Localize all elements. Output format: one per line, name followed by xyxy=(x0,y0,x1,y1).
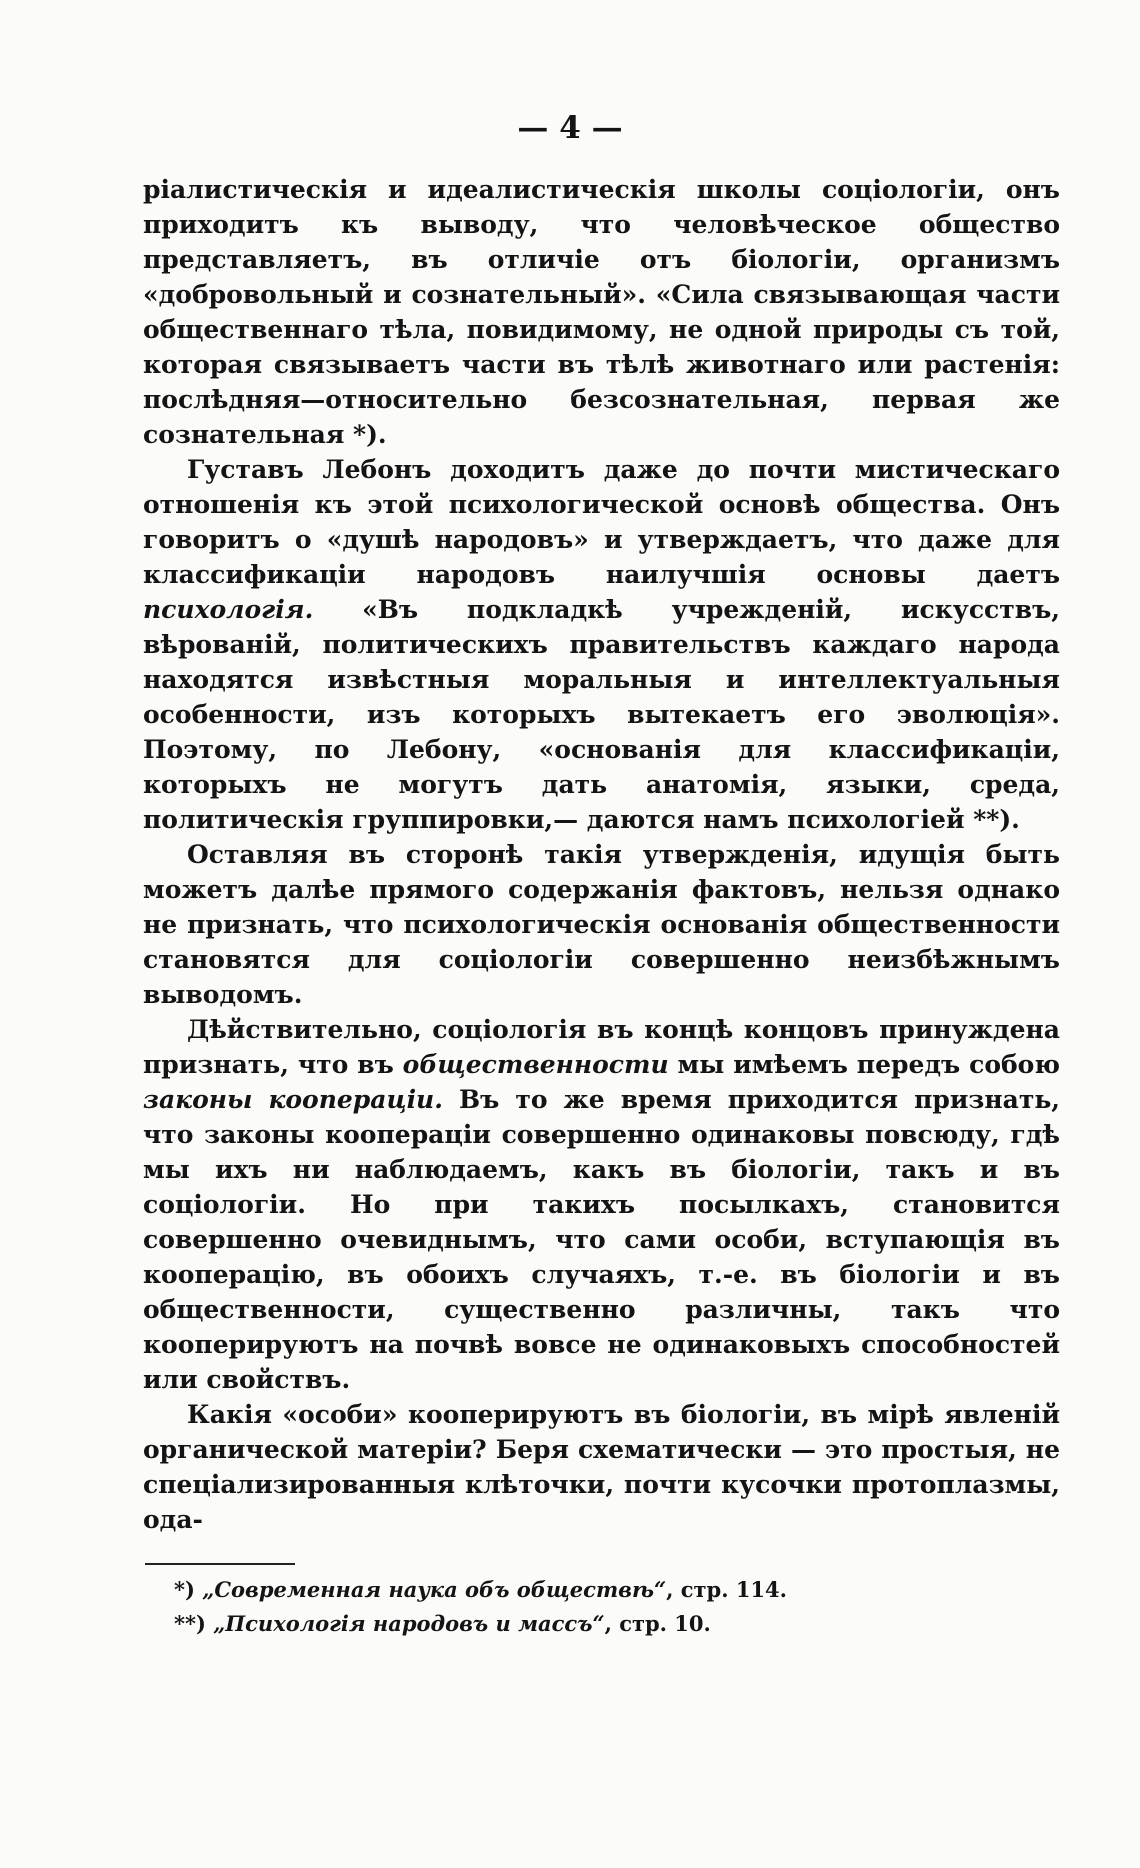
footnote-reference: , стр. 10. xyxy=(604,1611,711,1636)
paragraph xyxy=(143,172,1060,452)
paragraph-text: «Въ подкладкѣ учрежденій, искусствъ, вѣрованій, политическихъ правительствъ каждаго народа находятся извѣстныя моральныя и интеллектуальныя особенности, изъ которыхъ вытекаетъ его эволюція». Поэтому, по Лебону, «основанія для классификаціи, которыхъ не могутъ дать анатомія, языки, среда, политическія группировки,— даются намъ психологіей **). xyxy=(143,595,1060,834)
footnote-marker: *) xyxy=(174,1577,195,1602)
paragraph xyxy=(143,837,1060,1012)
emphasized-text: общественности xyxy=(402,1050,669,1079)
footnotes xyxy=(174,1573,1034,1641)
footnote xyxy=(174,1573,1034,1607)
paragraph-text: Какія «особи» кооперируютъ въ біологіи, въ мірѣ явленій органической матеріи? Беря схематически — это простыя, не спеціализированныя клѣточки, почти кусочки протоплазмы, ода- xyxy=(143,1400,1060,1534)
paragraph-text: Дѣйствительно, соціологія въ концѣ концовъ принуждена признать, что въ xyxy=(143,1015,1060,1079)
paragraph xyxy=(143,452,1060,837)
paragraph xyxy=(143,1012,1060,1397)
paragraph-text: мы имѣемъ передъ собою xyxy=(668,1050,1060,1079)
page-number: — 4 — xyxy=(517,110,623,146)
emphasized-text: психологія. xyxy=(143,595,314,624)
paragraph-text: Оставляя въ сторонѣ такія утвержденія, идущія быть можетъ далѣе прямого содержанія фактовъ, нельзя однако не признать, что психологическія основанія общественности становятся для соціологіи совершенно неизбѣжнымъ выводомъ. xyxy=(143,840,1060,1009)
footnote-reference: , стр. 114. xyxy=(666,1577,787,1602)
paragraph-text: ріалистическія и идеалистическія школы соціологіи, онъ приходитъ къ выводу, что человѣческое общество представляетъ, въ отличіе отъ біологіи, организмъ «добровольный и сознательный». «Сила связывающая части общественнаго тѣла, повидимому, не одной природы съ той, которая связываетъ части въ тѣлѣ животнаго или растенія: послѣдняя—относительно безсознательная, первая же сознательная *). xyxy=(143,175,1060,449)
footnote-title: „Психологія народовъ и массъ“ xyxy=(213,1611,605,1636)
footnote-separator xyxy=(145,1563,295,1565)
paragraph-text: Въ то же время приходится признать, что законы коопераціи совершенно одинаковы повсюду, гдѣ мы ихъ ни наблюдаемъ, какъ въ біологіи, такъ и въ соціологіи. Но при такихъ посылкахъ, становится совершенно очевиднымъ, что сами особи, вступающія въ кооперацію, въ обоихъ случаяхъ, т.-е. въ біологіи и въ общественности, существенно различны, такъ что кооперируютъ на почвѣ вовсе не одинаковыхъ способностей или свойствъ. xyxy=(143,1085,1060,1394)
paragraph xyxy=(143,1397,1060,1537)
footnote-marker: **) xyxy=(174,1611,206,1636)
emphasized-text: законы коопераціи. xyxy=(143,1085,443,1114)
body-text xyxy=(143,172,1060,1537)
footnote xyxy=(174,1607,1034,1641)
footnote-title: „Современная наука объ обществѣ“ xyxy=(202,1577,667,1602)
paragraph-text: Густавъ Лебонъ доходитъ даже до почти мистическаго отношенія къ этой психологической основѣ общества. Онъ говоритъ о «душѣ народовъ» и утверждаетъ, что даже для классификаціи народовъ наилучшія основы даетъ xyxy=(143,455,1060,589)
